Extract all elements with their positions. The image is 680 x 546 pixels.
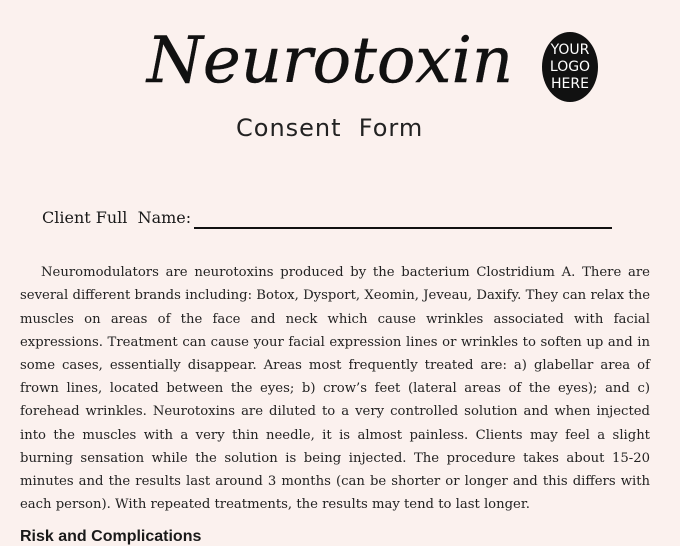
title-script-text: Neurotoxin [146, 24, 514, 98]
client-name-label: Client Full Name: [42, 208, 192, 227]
form-subtitle: Consent Form [236, 114, 424, 142]
logo-line-3: HERE [551, 75, 589, 92]
risk-section-heading: Risk and Complications [20, 528, 202, 545]
client-name-field[interactable] [194, 227, 612, 229]
title-script-svg [146, 12, 514, 112]
client-name-row [42, 208, 622, 236]
intro-paragraph: Neuromodulators are neurotoxins produced by the bacterium Clostridium A. There are several different brands including: Botox, Dysport, Xeomin, Jeveau, Daxify. They can relax the muscles on areas of the face and neck which cause wrinkles associated with facial expressions. Treatment can cause your facial expression lines or wrinkles to soften up and in some cases, essentially disappear. Areas most frequently treated are: a) glabellar area of frown lines, located between the eyes; b) crow’s feet (lateral areas of the eyes); and c) forehead wrinkles. Neurotoxins are diluted to a very controlled solution and when injected into the muscles with a very thin needle, it is almost painless. Clients may feel a slight burning sensation while the solution is being injected. The procedure takes about 15-20 minutes and the results last around 3 months (can be shorter or longer and this differs with each person). With repeated treatments, the results may tend to last longer. [20, 265, 650, 513]
form-header [0, 0, 680, 160]
form-title [146, 12, 514, 112]
logo-placeholder [542, 32, 598, 102]
logo-line-1: YOUR [550, 41, 590, 58]
logo-line-2: LOGO [549, 58, 591, 75]
